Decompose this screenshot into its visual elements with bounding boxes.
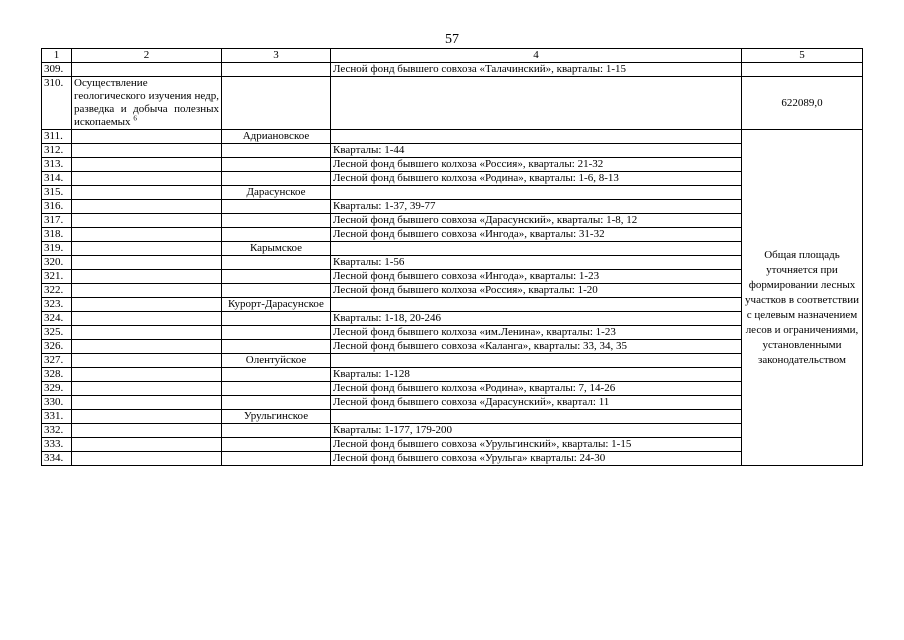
table-row bbox=[42, 270, 863, 284]
settlement-name: Дарасунское bbox=[222, 186, 331, 200]
settlement-cell bbox=[222, 63, 331, 77]
row-number: 325. bbox=[42, 326, 72, 340]
forest-quarters-cell bbox=[331, 242, 742, 256]
settlement-cell bbox=[222, 228, 331, 242]
row-number: 334. bbox=[42, 452, 72, 466]
table-row bbox=[42, 452, 863, 466]
header-cell-3: 3 bbox=[222, 49, 331, 63]
forest-quarters-cell bbox=[331, 77, 742, 130]
table-row bbox=[42, 228, 863, 242]
settlement-name: Урульгинское bbox=[222, 410, 331, 424]
table-row bbox=[42, 368, 863, 382]
table-row bbox=[42, 326, 863, 340]
row-number: 321. bbox=[42, 270, 72, 284]
table-row bbox=[42, 284, 863, 298]
purpose-cell bbox=[72, 256, 222, 270]
table-row bbox=[42, 256, 863, 270]
row-number: 331. bbox=[42, 410, 72, 424]
header-cell-1: 1 bbox=[42, 49, 72, 63]
settlement-cell bbox=[222, 326, 331, 340]
purpose-cell bbox=[72, 354, 222, 368]
settlement-name: Адриановское bbox=[222, 130, 331, 144]
forest-quarters-cell: Лесной фонд бывшего совхоза «Дарасунский», кварталы: 1-8, 12 bbox=[331, 214, 742, 228]
table-row bbox=[42, 382, 863, 396]
row-number: 311. bbox=[42, 130, 72, 144]
purpose-cell bbox=[72, 368, 222, 382]
table-row bbox=[42, 63, 863, 77]
row-number: 310. bbox=[42, 77, 72, 130]
purpose-cell bbox=[72, 312, 222, 326]
table-row bbox=[42, 130, 863, 144]
purpose-cell bbox=[72, 63, 222, 77]
header-cell-2: 2 bbox=[72, 49, 222, 63]
settlement-cell bbox=[222, 256, 331, 270]
table-row bbox=[42, 158, 863, 172]
table-row bbox=[42, 200, 863, 214]
settlement-name: Курорт-Дарасунское bbox=[222, 298, 331, 312]
table-row bbox=[42, 340, 863, 354]
row-number: 317. bbox=[42, 214, 72, 228]
forest-quarters-cell bbox=[331, 410, 742, 424]
row-number: 328. bbox=[42, 368, 72, 382]
forest-quarters-cell bbox=[331, 130, 742, 144]
row-number: 319. bbox=[42, 242, 72, 256]
area-note-cell: Общая площадь уточняется при формировании лесных участков в соответствии с целевым назначением лесов и ограничениями, установленными законодательством bbox=[742, 130, 863, 466]
purpose-cell bbox=[72, 158, 222, 172]
table-row bbox=[42, 438, 863, 452]
settlement-name: Карымское bbox=[222, 242, 331, 256]
forest-quarters-cell bbox=[331, 354, 742, 368]
header-cell-4: 4 bbox=[331, 49, 742, 63]
purpose-cell bbox=[72, 144, 222, 158]
purpose-cell bbox=[72, 186, 222, 200]
page-number: 57 bbox=[445, 32, 459, 47]
settlement-cell bbox=[222, 424, 331, 438]
settlement-cell bbox=[222, 368, 331, 382]
table-row bbox=[42, 242, 863, 256]
settlement-cell bbox=[222, 438, 331, 452]
purpose-cell bbox=[72, 382, 222, 396]
row-number: 326. bbox=[42, 340, 72, 354]
purpose-cell bbox=[72, 200, 222, 214]
table-row bbox=[42, 77, 863, 130]
forest-quarters-cell: Лесной фонд бывшего совхоза «Ингода», кварталы: 1-23 bbox=[331, 270, 742, 284]
row-number: 327. bbox=[42, 354, 72, 368]
purpose-cell bbox=[72, 284, 222, 298]
row-number: 322. bbox=[42, 284, 72, 298]
forest-quarters-cell: Лесной фонд бывшего совхоза «Урульгинский», кварталы: 1-15 bbox=[331, 438, 742, 452]
settlement-cell bbox=[222, 144, 331, 158]
purpose-cell bbox=[72, 77, 222, 130]
settlement-cell bbox=[222, 340, 331, 354]
forest-quarters-cell: Кварталы: 1-128 bbox=[331, 368, 742, 382]
forest-quarters-cell: Лесной фонд бывшего совхоза «Каланга», кварталы: 33, 34, 35 bbox=[331, 340, 742, 354]
purpose-cell bbox=[72, 228, 222, 242]
settlement-cell bbox=[222, 284, 331, 298]
settlement-cell bbox=[222, 396, 331, 410]
row-number: 316. bbox=[42, 200, 72, 214]
purpose-cell bbox=[72, 214, 222, 228]
table-row bbox=[42, 186, 863, 200]
forest-quarters-cell: Кварталы: 1-177, 179-200 bbox=[331, 424, 742, 438]
table-header-row bbox=[42, 49, 863, 63]
area-cell bbox=[742, 63, 863, 77]
forest-quarters-cell: Лесной фонд бывшего колхоза «Россия», кварталы: 21-32 bbox=[331, 158, 742, 172]
purpose-text: Осуществление геологического изучения недр, разведка и добыча полезных ископаемых bbox=[74, 77, 219, 128]
purpose-cell bbox=[72, 452, 222, 466]
purpose-cell bbox=[72, 326, 222, 340]
footnote-marker: 6 bbox=[133, 114, 137, 123]
table-row bbox=[42, 424, 863, 438]
purpose-cell bbox=[72, 424, 222, 438]
area-cell: 622089,0 bbox=[742, 77, 863, 130]
row-number: 318. bbox=[42, 228, 72, 242]
row-number: 332. bbox=[42, 424, 72, 438]
row-number: 324. bbox=[42, 312, 72, 326]
forest-quarters-cell: Лесной фонд бывшего совхоза «Ингода», кварталы: 31-32 bbox=[331, 228, 742, 242]
purpose-cell bbox=[72, 270, 222, 284]
purpose-cell bbox=[72, 410, 222, 424]
forest-quarters-cell: Лесной фонд бывшего колхоза «Родина», кварталы: 7, 14-26 bbox=[331, 382, 742, 396]
row-number: 330. bbox=[42, 396, 72, 410]
settlement-cell bbox=[222, 312, 331, 326]
forest-quarters-cell: Лесной фонд бывшего совхоза «Дарасунский», квартал: 11 bbox=[331, 396, 742, 410]
purpose-cell bbox=[72, 340, 222, 354]
row-number: 323. bbox=[42, 298, 72, 312]
forest-quarters-cell: Лесной фонд бывшего колхоза «Родина», кварталы: 1-6, 8-13 bbox=[331, 172, 742, 186]
header-cell-5: 5 bbox=[742, 49, 863, 63]
table-row bbox=[42, 298, 863, 312]
row-number: 309. bbox=[42, 63, 72, 77]
table-row bbox=[42, 410, 863, 424]
table-row bbox=[42, 396, 863, 410]
row-number: 329. bbox=[42, 382, 72, 396]
row-number: 313. bbox=[42, 158, 72, 172]
forest-quarters-cell bbox=[331, 186, 742, 200]
purpose-cell bbox=[72, 172, 222, 186]
forest-quarters-cell bbox=[331, 298, 742, 312]
settlement-cell bbox=[222, 382, 331, 396]
forest-quarters-cell: Лесной фонд бывшего совхоза «Талачинский», кварталы: 1-15 bbox=[331, 63, 742, 77]
forest-quarters-cell: Лесной фонд бывшего колхоза «им.Ленина», кварталы: 1-23 bbox=[331, 326, 742, 340]
table-row bbox=[42, 144, 863, 158]
row-number: 312. bbox=[42, 144, 72, 158]
row-number: 333. bbox=[42, 438, 72, 452]
row-number: 320. bbox=[42, 256, 72, 270]
forest-quarters-cell: Кварталы: 1-56 bbox=[331, 256, 742, 270]
forest-quarters-cell: Лесной фонд бывшего совхоза «Урульга» кварталы: 24-30 bbox=[331, 452, 742, 466]
purpose-cell bbox=[72, 438, 222, 452]
forest-quarters-cell: Кварталы: 1-44 bbox=[331, 144, 742, 158]
settlement-cell bbox=[222, 452, 331, 466]
settlement-name: Олентуйское bbox=[222, 354, 331, 368]
forest-fund-table bbox=[41, 48, 863, 466]
row-number: 315. bbox=[42, 186, 72, 200]
settlement-cell bbox=[222, 158, 331, 172]
settlement-cell bbox=[222, 270, 331, 284]
settlement-cell bbox=[222, 172, 331, 186]
purpose-cell bbox=[72, 130, 222, 144]
table-row bbox=[42, 214, 863, 228]
settlement-cell bbox=[222, 200, 331, 214]
table-row bbox=[42, 312, 863, 326]
purpose-cell bbox=[72, 298, 222, 312]
settlement-cell bbox=[222, 77, 331, 130]
purpose-cell bbox=[72, 242, 222, 256]
row-number: 314. bbox=[42, 172, 72, 186]
settlement-cell bbox=[222, 214, 331, 228]
table-row bbox=[42, 172, 863, 186]
purpose-cell bbox=[72, 396, 222, 410]
forest-quarters-cell: Лесной фонд бывшего колхоза «Россия», кварталы: 1-20 bbox=[331, 284, 742, 298]
table-row bbox=[42, 354, 863, 368]
forest-quarters-cell: Кварталы: 1-37, 39-77 bbox=[331, 200, 742, 214]
forest-quarters-cell: Кварталы: 1-18, 20-246 bbox=[331, 312, 742, 326]
